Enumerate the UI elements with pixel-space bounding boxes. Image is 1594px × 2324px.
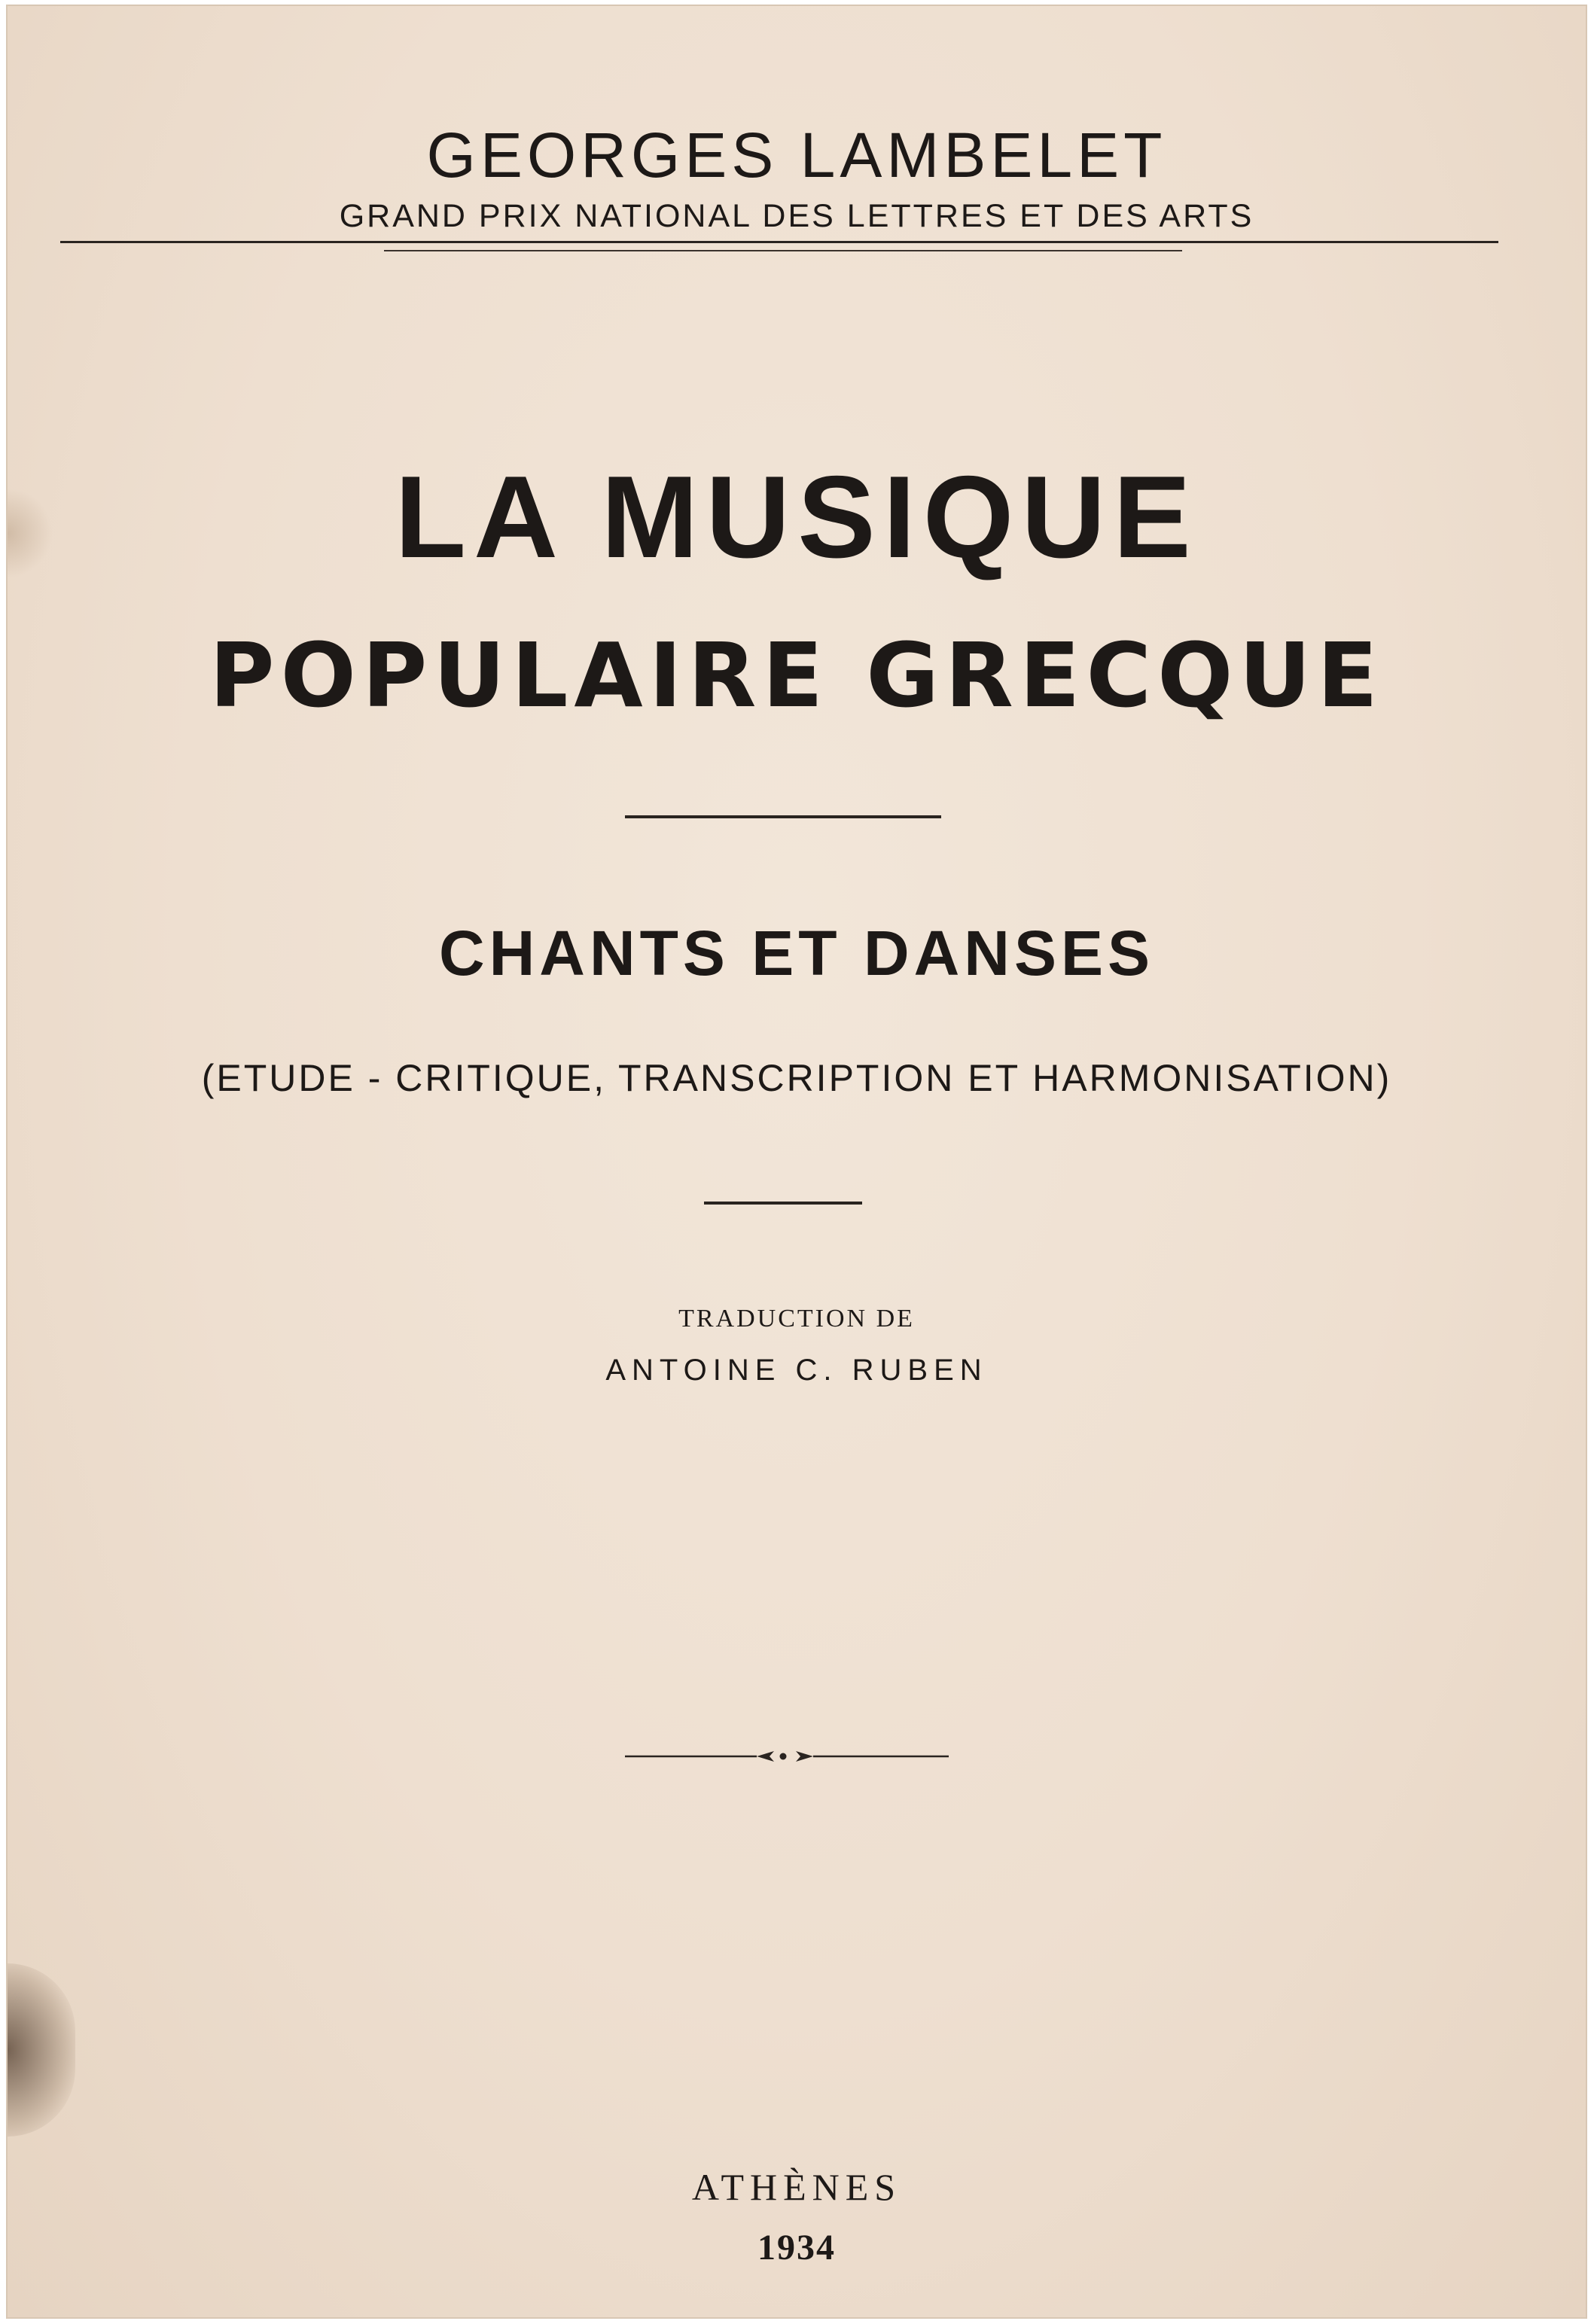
translation-label: TRADUCTION DE: [678, 1305, 915, 1333]
ornament-divider-icon: [625, 1745, 949, 1768]
publication-year: 1934: [757, 2228, 836, 2268]
publication-place: ATHÈNES: [691, 2166, 902, 2208]
title-line-2: POPULAIRE GRECQUE: [209, 623, 1384, 727]
header-rule: [60, 241, 1498, 243]
author-distinction: GRAND PRIX NATIONAL DES LETTRES ET DES ARTS: [339, 198, 1254, 234]
paper-stain: [8, 1963, 75, 2137]
title-page: [6, 5, 1587, 2319]
title-line-1: LA MUSIQUE: [395, 452, 1199, 582]
subtitle-note: (ETUDE - CRITIQUE, TRANSCRIPTION ET HARMONISATION): [201, 1057, 1392, 1099]
header-underrule: [384, 250, 1182, 251]
title-divider: [625, 815, 941, 818]
subtitle: CHANTS ET DANSES: [438, 918, 1155, 988]
translator-name: ANTOINE C. RUBEN: [605, 1354, 988, 1387]
subtitle-divider: [704, 1202, 862, 1205]
author-name: GEORGES LAMBELET: [426, 120, 1167, 190]
